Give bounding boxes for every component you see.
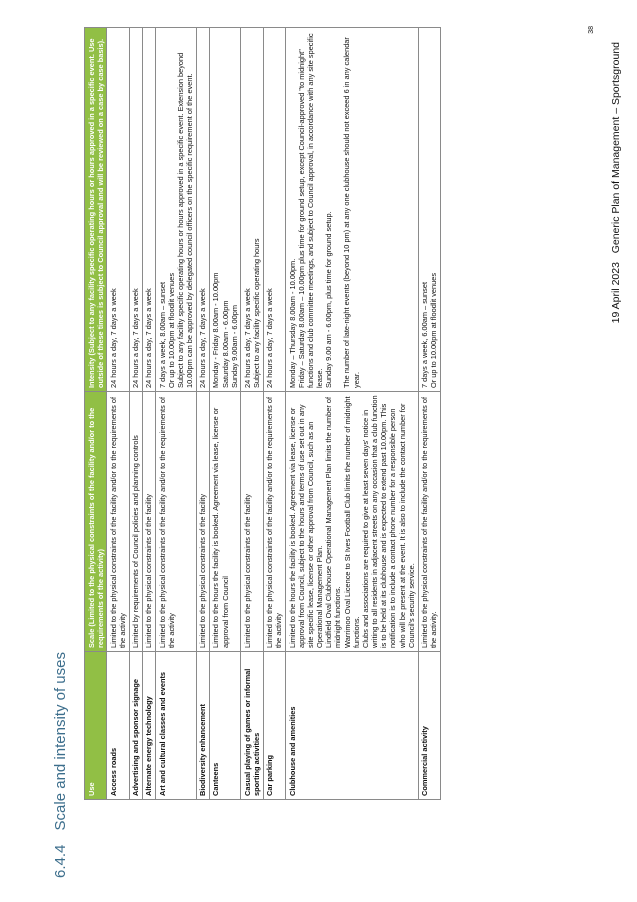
intensity-cell: [107, 28, 129, 392]
scale-text: Limited to the physical constraints of the facility: [198, 493, 208, 648]
intensity-cell: [418, 28, 440, 392]
scale-text: Limited to the physical constraints of the facility: [144, 493, 154, 648]
intensity-text: 24 hours a day, 7 days a week: [144, 288, 154, 388]
table-body: [107, 28, 441, 800]
intensity-text: Monday – Thursday 8.00am - 10.00pm.: [287, 258, 297, 388]
scale-cell: [286, 392, 418, 652]
intensity-text: Subject to any facility specific operating hours or hours approved in a specific event. Extension beyond 10.00pm can be approved by delegated council officers on the specific requirement of the event.: [175, 52, 195, 388]
intensity-text: 24 hours a day, 7 days a week: [198, 288, 208, 388]
table-row: [142, 28, 155, 800]
intensity-cell: [241, 28, 263, 392]
table-row: [156, 28, 197, 800]
intensity-text: 24 hours a day, 7 days a week: [242, 288, 252, 388]
scale-text: Limited to the physical constraints of the facility and/or to the requirements of the activity: [108, 396, 128, 648]
use-cell: Clubhouse and amenities: [286, 652, 418, 800]
intensity-cell: [156, 28, 197, 392]
table-row: [196, 28, 209, 800]
intensity-text: The number of late-night events (beyond 10 pm) at any one clubhouse should not exceed 6 in any calendar year.: [342, 37, 361, 388]
scale-text: Limited to the hours the facility is booked. Agreement via lease, license or approval from Council: [211, 407, 230, 648]
intensity-text: Friday – Saturday 8.00am – 10.00pm plus time for ground setup, except Council-approved "to midnight" functions and club committee meetings, and subject to Council approval, in accordance with any site specific lease.: [296, 33, 325, 388]
scale-text: Limited to the physical constraints of the facility: [242, 493, 252, 648]
scale-cell: [263, 392, 285, 652]
scale-cell: [418, 392, 440, 652]
use-cell: Canteens: [209, 652, 241, 800]
scale-cell: [129, 392, 142, 652]
intensity-text: 7 days a week, 8.00am – sunset: [157, 282, 167, 388]
table-row: [286, 28, 418, 800]
table-row: [129, 28, 142, 800]
intensity-text: Saturday 8.00am - 6.00pm: [220, 300, 230, 388]
page-footer: [610, 42, 622, 422]
header-intensity: Intensity (Subject to any facility specific operating hours or hours approved in a specific event. Use outside of these times is subject to Council approval and will be reviewed on a case by case basis).: [85, 28, 107, 392]
intensity-text: Subject to any facility specific operating hours: [252, 238, 262, 388]
scale-cell: [196, 392, 209, 652]
use-cell: Car parking: [263, 652, 285, 800]
scale-text: Limited to the physical constraints of the facility and/or to the requirements of the activity.: [420, 396, 439, 648]
section-heading: [52, 652, 69, 878]
scale-text: Limited to the physical constraints of the facility and/or to the requirements of the activity: [265, 396, 284, 648]
intensity-cell: [263, 28, 285, 392]
use-cell: Biodiversity enhancement: [196, 652, 209, 800]
intensity-text: 24 hours a day, 7 days a week: [108, 288, 118, 388]
header-use: Use: [85, 652, 107, 800]
scale-cell: [156, 392, 197, 652]
section-title: Scale and intensity of uses: [52, 652, 69, 831]
table-row: [107, 28, 129, 800]
scale-cell: [209, 392, 241, 652]
intensity-text: 24 hours a day, 7 days a week: [265, 288, 275, 388]
table-row: [263, 28, 285, 800]
scale-cell: [107, 392, 129, 652]
use-cell: Casual playing of games or informal sporting activities: [241, 652, 263, 800]
scale-text: Limited by requirements of Council policies and planning controls: [131, 435, 141, 648]
scale-text: Warrimoo Oval Licence to St Ives Football Club limits the number of midnight functions.: [342, 396, 361, 648]
intensity-text: Sunday 9.00 am - 6.00pm, plus time for ground setup.: [324, 211, 334, 388]
table-header-row: [85, 28, 107, 800]
section-number: 6.4.4: [52, 844, 69, 878]
intensity-text: Or up to 10.00pm at floodlit venues: [429, 272, 439, 388]
use-cell: Commercial activity: [418, 652, 440, 800]
intensity-text: 7 days a week, 6.00am – sunset: [420, 282, 429, 388]
intensity-text: Monday - Friday 8.00am - 10.00pm: [211, 272, 221, 388]
footer-doc-title: Generic Plan of Management – Sportsground: [610, 42, 622, 254]
intensity-cell: [196, 28, 209, 392]
scale-text: Limited to the physical constraints of the facility and/or to the requirements of the activity: [157, 396, 176, 648]
use-cell: Access roads: [107, 652, 129, 800]
intensity-cell: [142, 28, 155, 392]
table-row: [418, 28, 440, 800]
intensity-text: 24 hours a day, 7 days a week: [131, 288, 141, 388]
intensity-text: Sunday 9.00am - 6.00pm: [229, 305, 239, 388]
header-scale: Scale (Limited to the physical constraints of the facility and/or to the requirements of the activity): [85, 392, 107, 652]
page-number: 38: [588, 26, 595, 34]
scale-cell: [142, 392, 155, 652]
use-cell: Alternate energy technology: [142, 652, 155, 800]
scale-cell: [241, 392, 263, 652]
intensity-cell: [209, 28, 241, 392]
intensity-cell: [129, 28, 142, 392]
scale-text: Clubs and associations are required to give at least seven days' notice in writing to all residents in adjacent streets on any occasion that a club function is to be held at its clubhouse and is expected to extend past 10.00pm. This notification is to include a contact phone number for a responsible person who will be present at the event. It is also to include the contact number for Council's security service.: [360, 395, 416, 648]
use-cell: Art and cultural classes and events: [156, 652, 197, 800]
paragraph-gap: [333, 31, 342, 388]
uses-table: [84, 27, 441, 800]
scale-text: Lindfield Oval Clubhouse Operational Management Plan limits the number of midnight functions.: [324, 396, 343, 648]
table-row: [209, 28, 241, 800]
use-cell: Advertising and sponsor signage: [129, 652, 142, 800]
scale-text: Limited to the hours the facility is booked. Agreement via lease, license or approval from Council, subject to the hours and terms of use set out in any site specific lease, license or other approval from Council, such as an Operational Management Plan.: [287, 404, 325, 648]
intensity-text: Or up to 10.00pm at floodlit venues: [166, 272, 176, 388]
table-row: [241, 28, 263, 800]
footer-date: 19 April 2023: [610, 262, 622, 324]
intensity-cell: [286, 28, 418, 392]
